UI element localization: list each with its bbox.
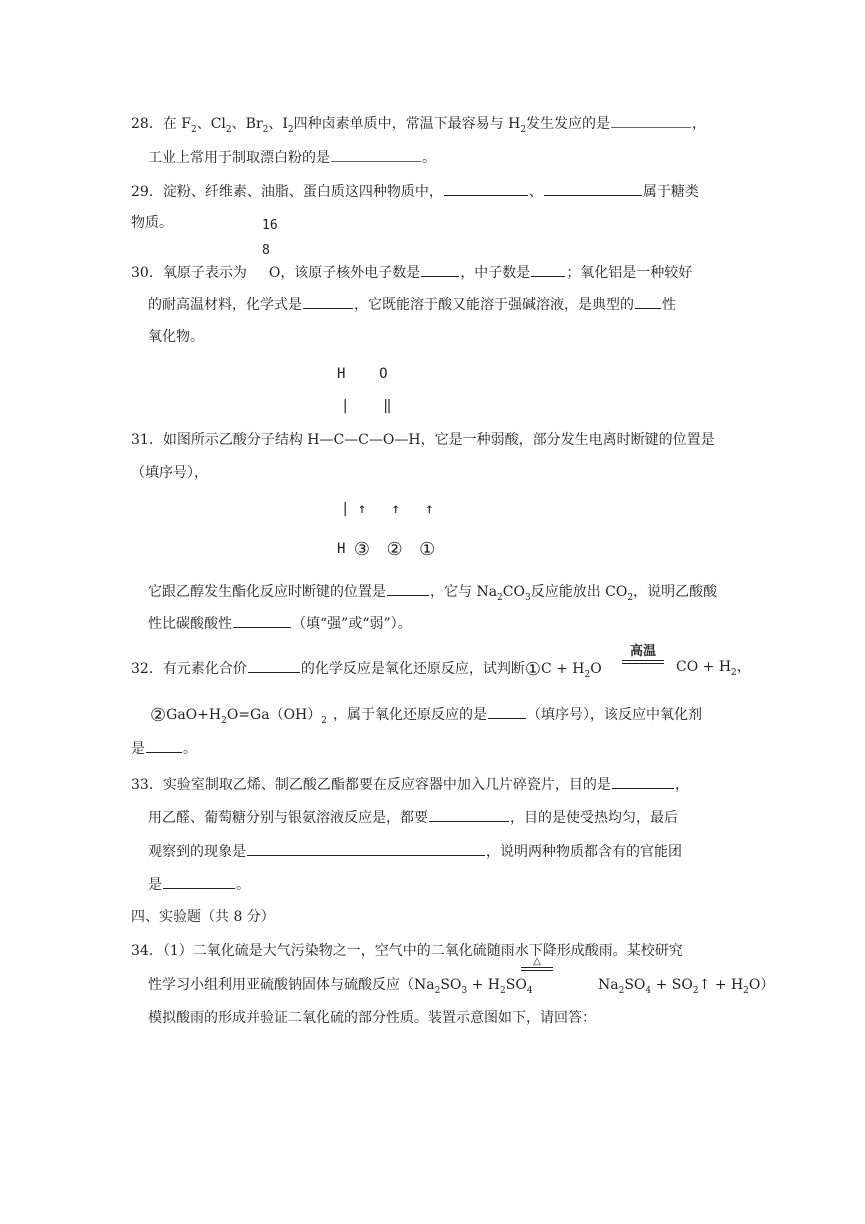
q34-line2: 性学习小组利用亚硫酸钠固体与硫酸反应（$Na_2SO_3 + H_2SO_4$ — [148, 977, 533, 996]
oxygen-atomic-number: 8 — [262, 243, 270, 258]
q28-line2: 工业上常用于制取漂白粉的是 。 — [148, 146, 436, 168]
q29-line1: 29．淀粉、纤维素、油脂、蛋白质这四种物质中， 、 属于糖类 — [131, 180, 699, 202]
answer-blank[interactable] — [387, 580, 429, 596]
answer-blank[interactable] — [303, 293, 353, 309]
q32-line3: 是 。 — [131, 737, 197, 759]
answer-blank[interactable] — [612, 773, 674, 789]
answer-blank[interactable] — [421, 261, 459, 277]
oxygen-mass-number: 16 — [262, 218, 278, 233]
acetic-acid-top-bonds: | ‖ — [341, 398, 392, 414]
heat-condition: △ — [521, 957, 553, 971]
high-temp-condition: 高温 — [622, 640, 664, 664]
answer-blank[interactable] — [163, 873, 235, 889]
q33-line1: 33．实验室制取乙烯、制乙酸乙酯都要在反应容器中加入几片碎瓷片，目的是 ， — [131, 773, 689, 795]
q32-line2: $②GaO+H_2O=Ga(OH)_2$ ，属于氧化还原反应的是 （填序号），该反应中氧化剂 — [150, 705, 702, 726]
answer-blank[interactable] — [488, 703, 526, 719]
q31-line4: 性比碳酸酸性 （填“强”或“弱”）。 — [148, 612, 412, 634]
answer-blank[interactable] — [146, 737, 182, 753]
bond-break-arrows: | ↑ ↑ ↑ — [341, 501, 434, 517]
q30-line2: 的耐高温材料，化学式是 ，它既能溶于酸又能溶于强碱溶液，是典型的 性 — [148, 293, 676, 315]
q33-line4: 是 。 — [148, 873, 250, 895]
q32-eq1-right: CO + $H_2$， — [676, 659, 751, 678]
answer-blank[interactable] — [247, 840, 485, 856]
q33-line3: 观察到的现象是 ，说明两种物质都含有的官能团 — [148, 840, 682, 862]
q34-line2-products: $Na_2SO_4$ + $SO_2↑ + H_2O$） — [598, 977, 775, 996]
bond-position-labels: H ③ ② ① — [337, 539, 436, 560]
q28-line1: 28．在 $F_2$、$Cl_2$、$Br_2$、$I_2$四种卤素单质中，常温下最容易与 $H_2$发生发应的是 ， — [131, 112, 706, 134]
answer-blank[interactable] — [611, 112, 691, 128]
q31-line3: 它跟乙醇发生酯化反应时断键的位置是 ，它与 $Na_2CO_3$反应能放出 $CO_2$，说明乙酸酸 — [148, 580, 717, 602]
q31-line1: 31．如图所示乙酸分子结构 H—C—C—O—H，它是一种弱酸，部分发生电离时断键的位置是 — [131, 432, 715, 448]
answer-blank[interactable] — [544, 180, 642, 196]
answer-blank[interactable] — [444, 180, 528, 196]
answer-blank[interactable] — [331, 146, 421, 162]
answer-blank[interactable] — [248, 657, 300, 673]
q31-line2: （填序号）， — [131, 465, 208, 481]
answer-blank[interactable] — [635, 293, 661, 309]
q33-line2: 用乙醛、葡萄糖分别与银氨溶液反应是，都要 ，目的是使受热均匀，最后 — [148, 806, 678, 828]
q30-line1: 30．氧原子表示为 O，该原子核外电子数是 ，中子数是 ；氧化铝是一种较好 — [131, 261, 692, 283]
q32-line1: 32．有元素化合价 的化学反应是氧化还原反应，试判断①C + $H_2O$ — [131, 659, 602, 680]
q29-line2: 物质。 — [131, 215, 173, 231]
q34-line3: 模拟酸雨的形成并验证二氧化硫的部分性质。装置示意图如下，请回答： — [148, 1010, 596, 1026]
answer-blank[interactable] — [531, 261, 565, 277]
answer-blank[interactable] — [233, 612, 291, 628]
acetic-acid-top-atoms: H O — [337, 366, 388, 382]
q34-line1: 34．（1）二氧化硫是大气污染物之一，空气中的二氧化硫随雨水下降形成酸雨。某校研究 — [131, 943, 683, 959]
answer-blank[interactable] — [429, 806, 509, 822]
section-heading-experiment: 四、实验题（共 8 分） — [131, 909, 275, 925]
q30-line3: 氧化物。 — [148, 329, 204, 345]
